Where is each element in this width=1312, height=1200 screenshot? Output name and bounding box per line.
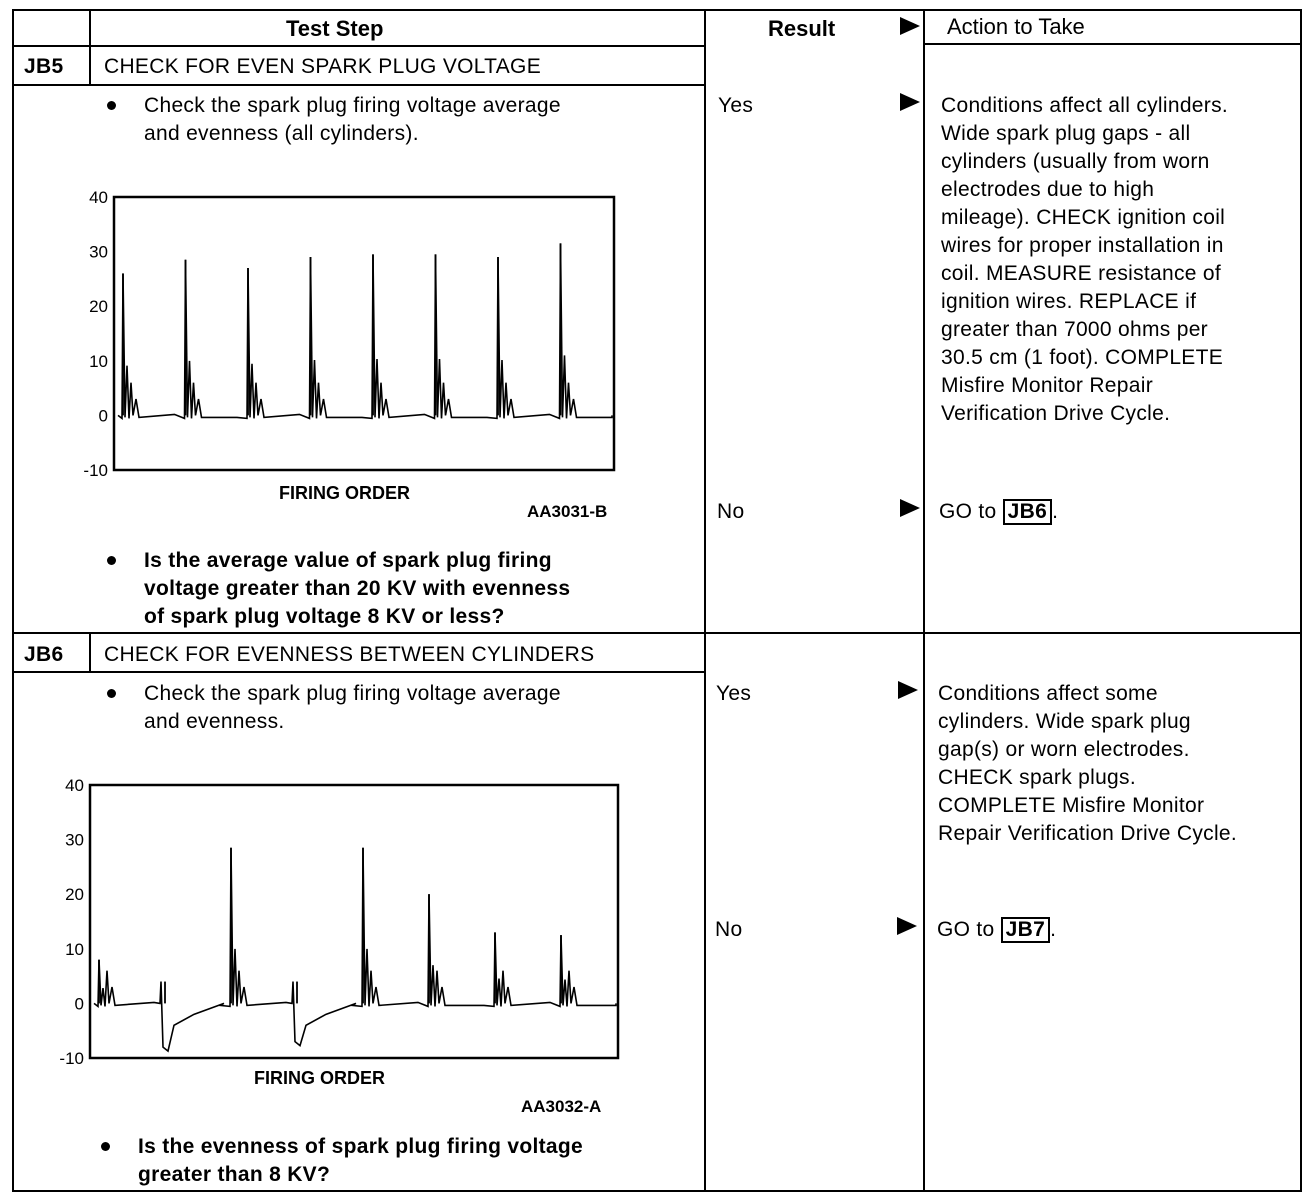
y-tick-label: 10 <box>89 351 108 371</box>
header-test-step: Test Step <box>286 16 384 41</box>
jb5-bullet1: Check the spark plug firing voltage average and evenness (all cylinders). <box>144 94 561 145</box>
jb5-no-arrow-icon <box>900 499 920 517</box>
y-tick-label: 30 <box>65 830 84 850</box>
chart1-caption: AA3031-B <box>527 502 608 521</box>
bullet-icon <box>101 1142 110 1151</box>
firing-voltage-trace <box>118 243 612 418</box>
jb5-title: CHECK FOR EVEN SPARK PLUG VOLTAGE <box>104 55 541 78</box>
bullet-icon <box>107 101 116 110</box>
jb6-no-label: No <box>715 918 743 941</box>
jb6-no-action: GO to JB7 . <box>937 918 1057 941</box>
header-result: Result <box>768 16 836 41</box>
header-arrow-icon <box>900 17 920 35</box>
plot-frame <box>114 197 614 470</box>
jb6-reference[interactable]: JB6 <box>1003 499 1052 525</box>
y-tick-label: 0 <box>98 406 108 426</box>
jb5-id: JB5 <box>24 55 64 78</box>
bullet-icon <box>107 556 116 565</box>
y-tick-label: -10 <box>59 1049 84 1068</box>
chart1-xlabel: FIRING ORDER <box>279 483 411 503</box>
jb5-no-label: No <box>717 500 745 523</box>
chart-aa3031-b <box>70 180 630 480</box>
y-tick-label: 0 <box>74 994 84 1014</box>
firing-voltage-trace <box>94 848 616 1051</box>
y-tick-label: 40 <box>65 776 84 795</box>
y-tick-label: -10 <box>83 461 108 480</box>
jb7-reference[interactable]: JB7 <box>1001 917 1050 943</box>
jb5-no-action: GO to JB6 . <box>939 500 1059 523</box>
jb5-yes-action: Conditions affect all cylinders. Wide spark plug gaps - all cylinders (usually from worn electrodes due to high mileage). CHECK ignition coil wires for proper installation in coil. MEASURE resistance of ignition wires. REPLACE if greater than 7000 ohms per 30.5 cm (1 foot). COMPLETE Misfire Monitor Repair Verification Drive Cycle. <box>941 94 1229 425</box>
jb5-yes-label: Yes <box>718 94 754 117</box>
jb6-id: JB6 <box>24 643 64 666</box>
y-tick-label: 20 <box>89 297 108 317</box>
jb6-title: CHECK FOR EVENNESS BETWEEN CYLINDERS <box>104 643 595 666</box>
header-action: Action to Take <box>947 14 1085 39</box>
y-tick-label: 20 <box>65 885 84 905</box>
jb6-no-arrow-icon <box>897 917 917 935</box>
bullet-icon <box>107 689 116 698</box>
y-tick-label: 30 <box>89 242 108 262</box>
jb6-yes-action: Conditions affect some cylinders. Wide spark plug gap(s) or worn electrodes. CHECK spark plugs. COMPLETE Misfire Monitor Repair Verification Drive Cycle. <box>938 682 1238 845</box>
jb5-yes-arrow-icon <box>900 93 920 111</box>
y-tick-label: 40 <box>89 188 108 207</box>
jb5-question: Is the average value of spark plug firing voltage greater than 20 KV with evenness of spark plug voltage 8 KV or less? <box>144 549 571 628</box>
jb6-yes-label: Yes <box>716 682 752 705</box>
plot-frame <box>90 785 618 1058</box>
chart-aa3032-a <box>46 768 636 1068</box>
jb6-bullet1: Check the spark plug firing voltage average and evenness. <box>144 682 561 733</box>
jb6-question: Is the evenness of spark plug firing voltage greater than 8 KV? <box>138 1135 583 1186</box>
y-tick-label: 10 <box>65 939 84 959</box>
chart2-caption: AA3032-A <box>521 1097 602 1116</box>
jb6-yes-arrow-icon <box>898 681 918 699</box>
chart2-xlabel: FIRING ORDER <box>254 1068 386 1088</box>
